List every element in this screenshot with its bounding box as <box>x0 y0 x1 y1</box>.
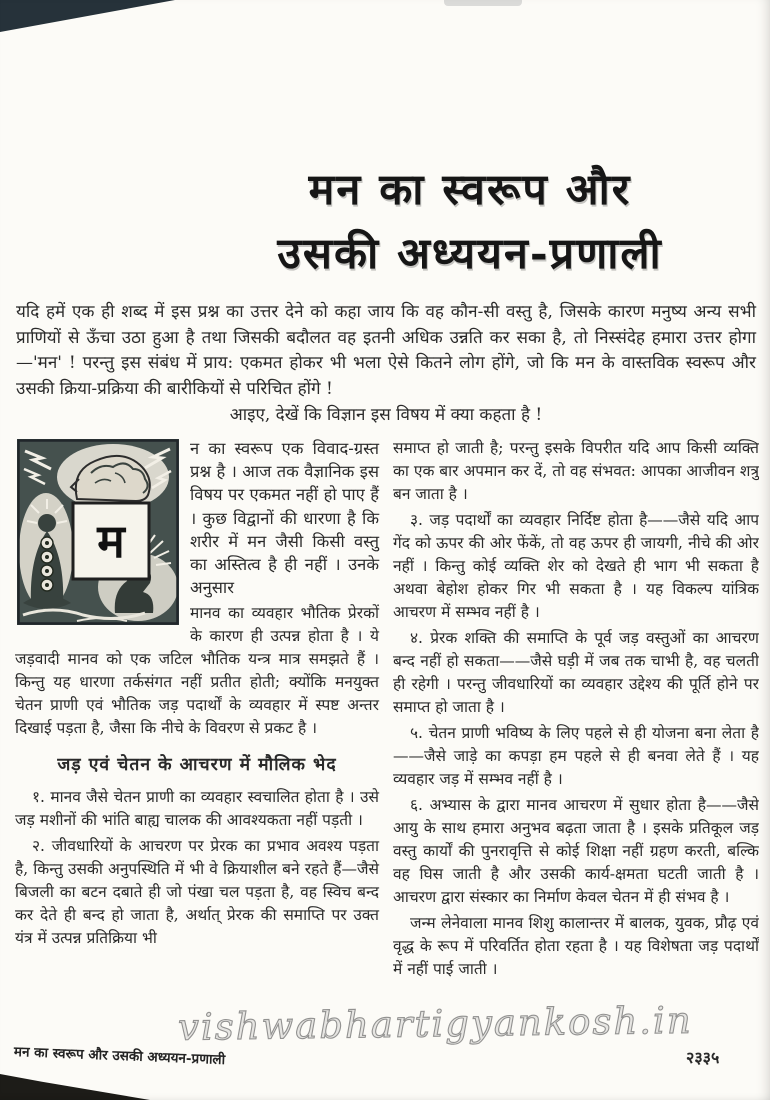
left-column <box>15 437 379 1038</box>
mind-illustration <box>17 439 179 625</box>
page-title-line1: मन का स्वरूप और <box>308 165 632 215</box>
paragraph-beside-illustration: न का स्वरूप एक विवाद-ग्रस्त प्रश्न है । आज तक वैज्ञानिक इस विषय पर एकमत नहीं हो पाए हैं । कुछ विद्वानों की धारणा है कि शरीर में मन जैसी किसी वस्तु का अस्तित्व है ही नहीं । उनके अनुसार <box>190 439 379 598</box>
illustration-letter: म <box>97 513 125 568</box>
page-title-line2: उसकी अध्ययन-प्रणाली <box>277 229 663 279</box>
intro-paragraph: यदि हमें एक ही शब्द में इस प्रश्न का उत्तर देने को कहा जाय कि वह कौन-सी वस्तु है, जिसके कारण मनुष्य अन्य सभी प्राणियों से ऊँचा उठा हुआ है तथा जिसकी बदौलत वह इतनी अधिक उन्नति कर सका है, तो निस्संदेह हमारा उत्तर होगा—'मन' ! परन्तु इस संबंध में प्राय: एकमत होकर भी भला ऐसे कितने लोग होंगे, जो कि मन के वास्तविक स्वरूप और उसकी क्रिया-प्रक्रिया की बारीकियों से परिचित होंगे ! <box>16 302 756 399</box>
point-2: २. जीवधारियों के आचरण पर प्रेरक का प्रभाव अवश्य पड़ता है, किन्तु उसकी अनुपस्थिति में भी वे क्रियाशील बने रहते हैं—जैसे बिजली का बटन दबाते ही जो पंखा चल पड़ता है, वह स्विच बन्द कर देते ही बन्द हो जाता है, अर्थात् प्रेरक की समाप्ति पर उक्त यंत्र में उत्पन्न प्रतिक्रिया भी <box>15 837 379 948</box>
right-column <box>393 437 759 1038</box>
point-6: ६. अभ्यास के द्वारा मानव आचरण में सुधार होता है——जैसे आयु के साथ हमारा अनुभव बढ़ता जाता है । इसके प्रतिकूल जड़ वस्तु कार्यों की पुनरावृत्ति से कोई शिक्षा नहीं ग्रहण करती, बल्कि वह घिस जाती है और उसकी कार्य-क्षमता घटती जाती है । आचरण द्वारा संस्कार का निर्माण केवल चेतन में ही संभव है । <box>393 796 759 906</box>
right-paragraph-1: समाप्त हो जाती है; परन्तु इसके विपरीत यदि आप किसी व्यक्ति का एक बार अपमान कर दें, तो वह संभवत: आपका आजीवन शत्रु बन जाता है । <box>393 439 759 503</box>
point-3: ३. जड़ पदार्थों का व्यवहार निर्दिष्ट होता है——जैसे यदि आप गेंद को ऊपर की ओर फेंकें, तो वह ऊपर ही जायगी, नीचे की ओर नहीं । किन्तु कोई व्यक्ति शेर को देखते ही भाग भी सकता है अथवा बेहोश होकर गिर भी सकता है । यह विकल्प यांत्रिक आचरण में सम्भव नहीं है । <box>393 511 759 621</box>
running-footer-title: मन का स्वरूप और उसकी अध्ययन-प्रणाली <box>13 1044 226 1069</box>
page-title <box>205 158 735 286</box>
right-paragraph-2: जन्म लेनेवाला मानव शिशु कालान्तर में बालक, युवक, प्रौढ़ एवं वृद्ध के रूप में परिवर्तित होता रहता है । यह विशेषता जड़ पदार्थों में नहीं पाई जाती । <box>393 914 759 978</box>
section-heading: जड़ एवं चेतन के आचरण में मौलिक भेद <box>57 755 337 776</box>
left-paragraph-1: मानव का व्यवहार भौतिक प्रेरकों के कारण ही उत्पन्न होता है । ये जड़वादी मानव को एक जटिल भौतिक यन्त्र मात्र समझते हैं । किन्तु यह धारणा तर्कसंगत नहीं प्रतीत होती; क्योंकि मनयुक्त चेतन प्राणी एवं भौतिक जड़ पदार्थों के व्यवहार में स्पष्ट अन्तर दिखाई पड़ता है, जैसा कि नीचे के विवरण से प्रकट है । <box>15 604 379 738</box>
point-5: ५. चेतन प्राणी भविष्य के लिए पहले से ही योजना बना लेता है——जैसे जाड़े का कपड़ा हम पहले से ही बनवा लेते हैं । यह व्यवहार जड़ में सम्भव नहीं है । <box>393 724 759 788</box>
intro-closing-line: आइए, देखें कि विज्ञान इस विषय में क्या कहता है ! <box>229 405 543 425</box>
point-1: १. मानव जैसे चेतन प्राणी का व्यवहार स्वचालित होता है । उसे जड़ मशीनों की भांति बाह्य चालक की आवश्यकता नहीं पड़ती । <box>15 788 379 830</box>
point-4: ४. प्रेरक शक्ति की समाप्ति के पूर्व जड़ वस्तुओं का आचरण बन्द नहीं हो सकता——जैसे घड़ी में जब तक चाभी है, वह चलती ही रहेगी । परन्तु जीवधारियों का व्यवहार उद्देश्य की पूर्ति होने पर समाप्त हो जाता है । <box>393 629 759 716</box>
two-column-body <box>15 437 759 1038</box>
page-number: २३३५ <box>686 1048 720 1067</box>
scan-artifact-bottom-left <box>0 1074 150 1100</box>
scan-artifact-top-left <box>0 0 180 34</box>
scan-artifact-top-smudge <box>444 0 522 6</box>
watermark: vishwabhartigyankosh.in <box>177 998 693 1049</box>
